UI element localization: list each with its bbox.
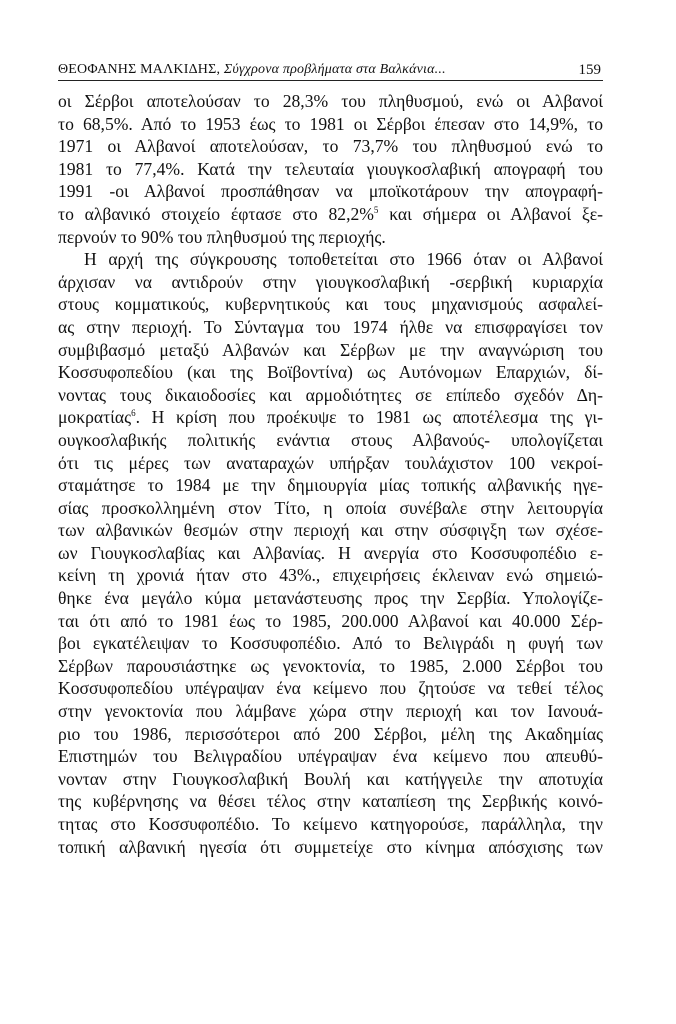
text-line: περνούν το 90% του πληθυσμού της περιοχής.: [58, 226, 386, 247]
text-line: κείνη τη χρονιά ήταν στο 43%., επιχειρήσεις έκλειναν ενώ σημειώ-: [58, 565, 603, 586]
footnote-marker: 6: [131, 408, 136, 419]
text-line: 1971 οι Αλβανοί αποτελούσαν, το 73,7% του πληθυσμού ενώ το: [58, 136, 603, 157]
text-line: νοντας τους δικαιοδοσίες και αρμοδιότητες σε επίπεδο σχεδόν Δη-: [58, 384, 603, 405]
text-line: στην γενοκτονία που λάμβανε χώρα στην περιοχή και τον Ιανουά-: [58, 701, 603, 722]
paragraph-first-line: Η αρχή της σύγκρουσης τοποθετείται στο 1966 όταν οι Αλβανοί: [84, 249, 603, 270]
text-line: νονταν στην Γιουγκοσλαβική Βουλή και κατήγγειλε την αποτυχία: [58, 768, 603, 789]
running-header: [58, 54, 603, 81]
text-line: ται ότι από το 1981 έως το 1985, 200.000 Αλβανοί και 40.000 Σέρ-: [58, 610, 603, 631]
text-line: ότι τις μέρες των αναταραχών υπήρξαν τουλάχιστον 100 νεκροί-: [58, 452, 603, 473]
text-line: ουγκοσλαβικής πολιτικής ενάντια στους Αλβανούς- υπολογίζεται: [58, 429, 603, 450]
text-line: Επιστημών του Βελιγραδίου υπέγραψαν ένα κείμενο που απευθύ-: [58, 746, 603, 767]
text-line: μοκρατίας$^6$. Η κρίση που προέκυψε το 1981 ως αποτέλεσμα της γι-: [58, 407, 603, 428]
text-line: στους κομματικούς, κυβερνητικούς και τους μηχανισμούς ασφαλεί-: [58, 294, 603, 315]
text-line: άρχισαν να αντιδρούν στην γιουγκοσλαβική -σερβική κυριαρχία: [58, 271, 603, 292]
text-line: ων Γιουγκοσλαβίας και Αλβανίας. Η ανεργία στο Κοσσυφοπέδιο ε-: [58, 542, 603, 563]
text-line: το αλβανικό στοιχείο έφτασε στο 82,2%$^5$ και σήμερα οι Αλβανοί ξε-: [58, 203, 603, 224]
body-text: [58, 90, 603, 858]
text-line: οι Σέρβοι αποτελούσαν το 28,3% του πληθυσμού, ενώ οι Αλβανοί: [58, 91, 603, 111]
header-book-title: Σύγχρονα προβλήματα στα Βαλκάνια...: [223, 62, 446, 77]
text-line: συμβιβασμό μεταξύ Αλβανών και Σέρβων με την αναγνώριση του: [58, 339, 603, 360]
header-author-and-title: [58, 62, 446, 78]
text-line: Κοσσυφοπεδίου υπέγραψαν ένα κείμενο που ζητούσε να τεθεί τέλος: [58, 678, 603, 699]
text-line: σίας προσκολλημένη στον Τίτο, η οποία συνέβαλε στην λειτουργία: [58, 497, 603, 518]
text-line: το 68,5%. Από το 1953 έως το 1981 οι Σέρβοι έπεσαν στο 14,9%, το: [58, 113, 603, 134]
text-line: βοι εγκατέλειψαν το Κοσσυφοπέδιο. Από το Βελιγράδι η φυγή των: [58, 633, 603, 654]
text-line: ας στην περιοχή. Το Σύνταγμα του 1974 ήλθε να επισφραγίσει τον: [58, 316, 603, 337]
text-line: σταμάτησε το 1984 με την δημιουργία μίας τοπικής αλβανικής ηγε-: [58, 475, 603, 496]
text-line: 1991 -οι Αλβανοί προσπάθησαν να μποϊκοτάρουν την απογραφή-: [58, 181, 603, 202]
text-line: τοπική αλβανική ηγεσία ότι συμμετείχε στο κίνημα απόσχισης των: [58, 836, 603, 857]
header-author: ΘΕΟΦΑΝΗΣ ΜΑΛΚΙΔΗΣ,: [58, 62, 221, 77]
text-line: Κοσσυφοπεδίου (και της Βοϊβοντίνα) ως Αυτόνομων Επαρχιών, δί-: [58, 362, 603, 383]
text-line: θηκε ένα μεγάλο κύμα μετανάστευσης προς την Σερβία. Υπολογίζε-: [58, 588, 603, 609]
page-number: 159: [578, 62, 601, 78]
footnote-marker: 5: [373, 204, 379, 215]
text-line: των αλβανικών θεσμών στην περιοχή και στην σύσφιγξη των σχέσε-: [58, 520, 603, 541]
text-line: Σέρβων παρουσιάστηκε ως γενοκτονία, το 1985, 2.000 Σέρβοι του: [58, 655, 603, 676]
text-line: της κυβέρνησης να θέσει τέλος στην καταπίεση της Σερβικής κοινό-: [58, 791, 603, 812]
text-line: τητας στο Κοσσυφοπέδιο. Το κείμενο κατηγορούσε, παράλληλα, την: [58, 814, 603, 834]
text-line: ριο του 1986, περισσότεροι από 200 Σέρβοι, μέλη της Ακαδημίας: [58, 723, 603, 744]
text-line: 1981 το 77,4%. Κατά την τελευταία γιουγκοσλαβική απογραφή του: [58, 158, 603, 179]
